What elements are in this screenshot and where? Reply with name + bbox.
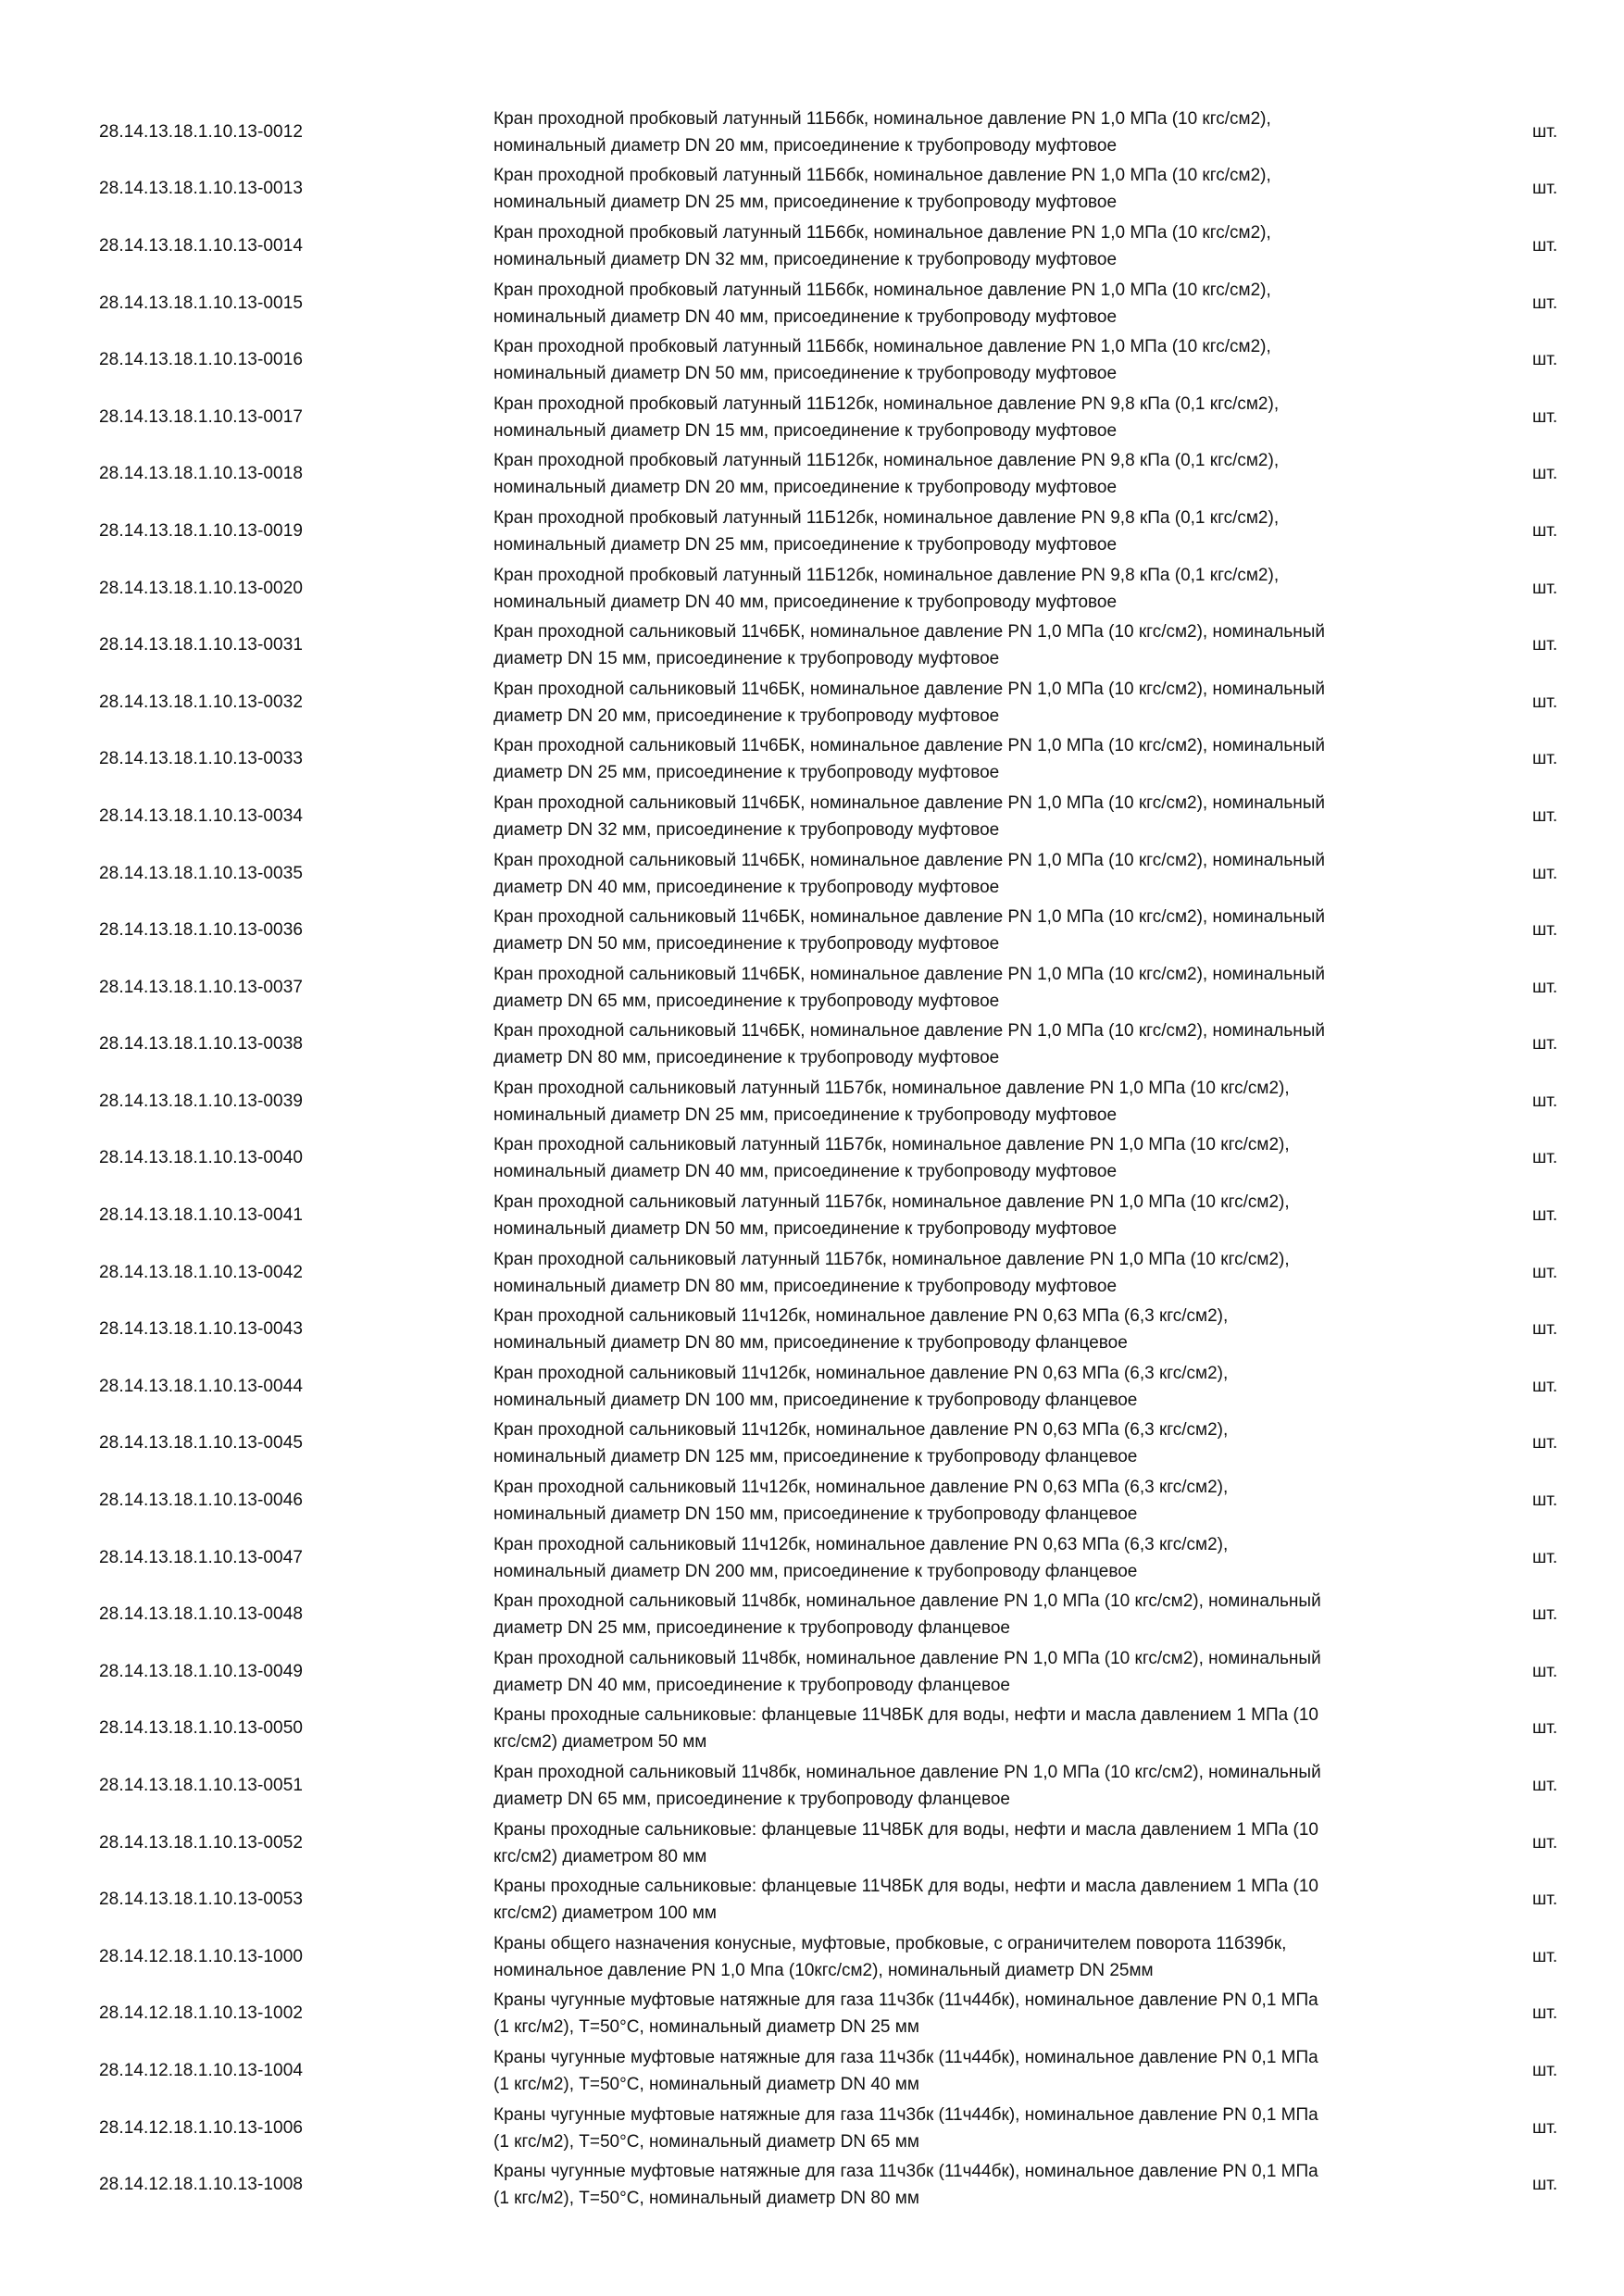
unit-of-measure: шт. [1532, 1718, 1558, 1739]
resource-description-cell [493, 1928, 1493, 1986]
resource-description-cell [493, 2042, 1493, 2100]
unit-of-measure: шт. [1532, 520, 1558, 541]
unit-of-measure: шт. [1532, 635, 1558, 655]
resource-code: 28.14.13.18.1.10.13-0034 [99, 805, 304, 826]
table-row [0, 617, 1624, 674]
table-row [0, 1416, 1624, 1473]
resource-code: 28.14.13.18.1.10.13-0048 [99, 1604, 304, 1625]
resource-code: 28.14.13.18.1.10.13-0031 [99, 635, 304, 655]
table-row [0, 1757, 1624, 1815]
table-row [0, 2042, 1624, 2100]
unit-of-measure: шт. [1532, 1433, 1558, 1454]
table-row [0, 331, 1624, 389]
resource-description-cell [493, 1301, 1493, 1358]
unit-of-measure: шт. [1532, 920, 1558, 941]
table-row [0, 902, 1624, 959]
price-list-table [0, 104, 1624, 2214]
resource-code: 28.14.13.18.1.10.13-0043 [99, 1319, 304, 1340]
unit-of-measure: шт. [1532, 863, 1558, 883]
resource-code: 28.14.13.18.1.10.13-0051 [99, 1776, 304, 1796]
table-row [0, 845, 1624, 903]
resource-code: 28.14.13.18.1.10.13-0046 [99, 1491, 304, 1511]
unit-of-measure: шт. [1532, 121, 1558, 142]
table-row [0, 275, 1624, 332]
resource-description: Кран проходной пробковый латунный 11Б6бк, номинальное давление PN 1,0 МПа (10 кгс/см2), номинальный диаметр DN 50 мм, присоединение к трубопроводу муфтовое [493, 337, 1271, 384]
resource-description: Кран проходной сальниковый 11ч12бк, номинальное давление PN 0,63 МПа (6,3 кгс/см2), номинальный диаметр DN 150 мм, присоединение к трубопроводу фланцевое [493, 1478, 1229, 1525]
table-row [0, 1701, 1624, 1758]
resource-description: Кран проходной сальниковый латунный 11Б7бк, номинальное давление PN 1,0 МПа (10 кгс/см2), номинальный диаметр DN 25 мм, присоединение к трубопроводу муфтовое [493, 1078, 1290, 1125]
resource-description-cell [493, 389, 1493, 446]
unit-of-measure: шт. [1532, 1890, 1558, 1910]
resource-description-cell [493, 1358, 1493, 1416]
resource-description-cell [493, 617, 1493, 674]
unit-of-measure: шт. [1532, 2003, 1558, 2024]
resource-description: Кран проходной сальниковый латунный 11Б7бк, номинальное давление PN 1,0 МПа (10 кгс/см2), номинальный диаметр DN 50 мм, присоединение к трубопроводу муфтовое [493, 1192, 1290, 1240]
unit-of-measure: шт. [1532, 1148, 1558, 1168]
table-row [0, 446, 1624, 504]
resource-description-cell [493, 1130, 1493, 1188]
unit-of-measure: шт. [1532, 1547, 1558, 1567]
resource-description: Кран проходной сальниковый 11ч12бк, номинальное давление PN 0,63 МПа (6,3 кгс/см2), номинальный диаметр DN 100 мм, присоединение к трубопроводу фланцевое [493, 1363, 1229, 1410]
resource-description: Кран проходной сальниковый 11ч12бк, номинальное давление PN 0,63 МПа (6,3 кгс/см2), номинальный диаметр DN 80 мм, присоединение к трубопроводу фланцевое [493, 1306, 1229, 1354]
resource-description: Краны чугунные муфтовые натяжные для газа 11ч3бк (11ч44бк), номинальное давление PN 0,1 МПа (1 кгс/м2), Т=50°С, номинальный диаметр DN 65 мм [493, 2104, 1318, 2152]
table-row [0, 1928, 1624, 1986]
resource-description-cell [493, 1757, 1493, 1815]
resource-description-cell [493, 1815, 1493, 1872]
resource-code: 28.14.13.18.1.10.13-0018 [99, 464, 304, 484]
resource-code: 28.14.13.18.1.10.13-0045 [99, 1433, 304, 1454]
resource-description: Кран проходной пробковый латунный 11Б6бк, номинальное давление PN 1,0 МПа (10 кгс/см2), номинальный диаметр DN 40 мм, присоединение к трубопроводу муфтовое [493, 280, 1271, 327]
resource-code: 28.14.13.18.1.10.13-0033 [99, 749, 304, 769]
table-row [0, 104, 1624, 161]
resource-description: Кран проходной сальниковый 11ч6БК, номинальное давление PN 1,0 МПа (10 кгс/см2), номинальный диаметр DN 15 мм, присоединение к трубопроводу муфтовое [493, 622, 1326, 669]
resource-code: 28.14.13.18.1.10.13-0049 [99, 1661, 304, 1681]
resource-description: Краны чугунные муфтовые натяжные для газа 11ч3бк (11ч44бк), номинальное давление PN 0,1 МПа (1 кгс/м2), Т=50°С, номинальный диаметр DN 40 мм [493, 2047, 1318, 2094]
table-row [0, 1130, 1624, 1188]
resource-description-cell [493, 1073, 1493, 1130]
unit-of-measure: шт. [1532, 1205, 1558, 1226]
unit-of-measure: шт. [1532, 692, 1558, 712]
unit-of-measure: шт. [1532, 1491, 1558, 1511]
resource-description-cell [493, 1701, 1493, 1758]
resource-code: 28.14.13.18.1.10.13-0013 [99, 179, 304, 199]
table-row [0, 1871, 1624, 1928]
table-row [0, 218, 1624, 275]
resource-code: 28.14.13.18.1.10.13-0044 [99, 1376, 304, 1396]
resource-code: 28.14.13.18.1.10.13-0053 [99, 1890, 304, 1910]
resource-code: 28.14.13.18.1.10.13-0038 [99, 1034, 304, 1054]
table-row [0, 503, 1624, 560]
resource-code: 28.14.13.18.1.10.13-0037 [99, 977, 304, 997]
resource-code: 28.14.13.18.1.10.13-0012 [99, 121, 304, 142]
resource-description-cell [493, 446, 1493, 504]
resource-description-cell [493, 218, 1493, 275]
resource-description-cell [493, 674, 1493, 731]
resource-code: 28.14.13.18.1.10.13-0019 [99, 520, 304, 541]
resource-code: 28.14.12.18.1.10.13-1002 [99, 2003, 304, 2024]
unit-of-measure: шт. [1532, 1776, 1558, 1796]
table-row [0, 1472, 1624, 1529]
unit-of-measure: шт. [1532, 1091, 1558, 1111]
unit-of-measure: шт. [1532, 1376, 1558, 1396]
resource-description-cell [493, 1586, 1493, 1643]
resource-description-cell [493, 2100, 1493, 2157]
resource-code: 28.14.13.18.1.10.13-0015 [99, 293, 304, 313]
resource-description: Кран проходной пробковый латунный 11Б12бк, номинальное давление PN 9,8 кПа (0,1 кгс/см2), номинальный диаметр DN 25 мм, присоединение к трубопроводу муфтовое [493, 507, 1280, 555]
table-row [0, 161, 1624, 218]
resource-description: Кран проходной пробковый латунный 11Б12бк, номинальное давление PN 9,8 кПа (0,1 кгс/см2), номинальный диаметр DN 40 мм, присоединение к трубопроводу муфтовое [493, 565, 1280, 612]
resource-code: 28.14.13.18.1.10.13-0036 [99, 920, 304, 941]
resource-code: 28.14.13.18.1.10.13-0047 [99, 1547, 304, 1567]
resource-description-cell [493, 788, 1493, 845]
table-row [0, 1986, 1624, 2043]
table-row [0, 1643, 1624, 1701]
unit-of-measure: шт. [1532, 1319, 1558, 1340]
table-row [0, 788, 1624, 845]
resource-code: 28.14.13.18.1.10.13-0014 [99, 235, 304, 256]
resource-description: Кран проходной сальниковый 11ч6БК, номинальное давление PN 1,0 МПа (10 кгс/см2), номинальный диаметр DN 80 мм, присоединение к трубопроводу муфтовое [493, 1021, 1326, 1068]
resource-description-cell [493, 1244, 1493, 1302]
table-row [0, 1017, 1624, 1074]
resource-description: Краны чугунные муфтовые натяжные для газа 11ч3бк (11ч44бк), номинальное давление PN 0,1 МПа (1 кгс/м2), Т=50°С, номинальный диаметр DN 25 мм [493, 1990, 1318, 2038]
unit-of-measure: шт. [1532, 805, 1558, 826]
table-row [0, 2156, 1624, 2214]
resource-code: 28.14.13.18.1.10.13-0017 [99, 406, 304, 427]
resource-code: 28.14.12.18.1.10.13-1006 [99, 2117, 304, 2138]
unit-of-measure: шт. [1532, 1034, 1558, 1054]
resource-description: Кран проходной пробковый латунный 11Б12бк, номинальное давление PN 9,8 кПа (0,1 кгс/см2), номинальный диаметр DN 20 мм, присоединение к трубопроводу муфтовое [493, 451, 1280, 498]
table-row [0, 2100, 1624, 2157]
resource-description-cell [493, 959, 1493, 1017]
resource-description-cell [493, 1643, 1493, 1701]
table-row [0, 1244, 1624, 1302]
unit-of-measure: шт. [1532, 293, 1558, 313]
table-row [0, 1073, 1624, 1130]
table-row [0, 389, 1624, 446]
resource-description-cell [493, 902, 1493, 959]
table-row [0, 1815, 1624, 1872]
unit-of-measure: шт. [1532, 1661, 1558, 1681]
resource-description-cell [493, 845, 1493, 903]
resource-code: 28.14.12.18.1.10.13-1004 [99, 2060, 304, 2080]
resource-code: 28.14.13.18.1.10.13-0020 [99, 578, 304, 598]
resource-description-cell [493, 104, 1493, 161]
unit-of-measure: шт. [1532, 1604, 1558, 1625]
resource-description-cell [493, 1986, 1493, 2043]
unit-of-measure: шт. [1532, 578, 1558, 598]
table-row [0, 959, 1624, 1017]
resource-description: Краны общего назначения конусные, муфтовые, пробковые, с ограничителем поворота 11б39бк, номинальное давление PN 1,0 Мпа (10кгс/см2), номинальный диаметр DN 25мм [493, 1933, 1287, 1980]
resource-description-cell [493, 1017, 1493, 1074]
resource-description: Кран проходной сальниковый 11ч8бк, номинальное давление PN 1,0 МПа (10 кгс/см2), номинальный диаметр DN 40 мм, присоединение к трубопроводу фланцевое [493, 1648, 1321, 1695]
resource-code: 28.14.12.18.1.10.13-1000 [99, 1946, 304, 1966]
resource-description: Кран проходной сальниковый 11ч8бк, номинальное давление PN 1,0 МПа (10 кгс/см2), номинальный диаметр DN 65 мм, присоединение к трубопроводу фланцевое [493, 1763, 1321, 1810]
unit-of-measure: шт. [1532, 1262, 1558, 1282]
resource-description: Кран проходной сальниковый 11ч6БК, номинальное давление PN 1,0 МПа (10 кгс/см2), номинальный диаметр DN 25 мм, присоединение к трубопроводу муфтовое [493, 736, 1326, 783]
resource-code: 28.14.13.18.1.10.13-0041 [99, 1205, 304, 1226]
resource-code: 28.14.13.18.1.10.13-0040 [99, 1148, 304, 1168]
unit-of-measure: шт. [1532, 2060, 1558, 2080]
resource-description: Кран проходной сальниковый 11ч12бк, номинальное давление PN 0,63 МПа (6,3 кгс/см2), номинальный диаметр DN 125 мм, присоединение к трубопроводу фланцевое [493, 1420, 1229, 1467]
resource-code: 28.14.13.18.1.10.13-0042 [99, 1262, 304, 1282]
resource-description: Кран проходной сальниковый 11ч8бк, номинальное давление PN 1,0 МПа (10 кгс/см2), номинальный диаметр DN 25 мм, присоединение к трубопроводу фланцевое [493, 1591, 1321, 1639]
resource-code: 28.14.13.18.1.10.13-0050 [99, 1718, 304, 1739]
resource-description: Кран проходной сальниковый 11ч6БК, номинальное давление PN 1,0 МПа (10 кгс/см2), номинальный диаметр DN 20 мм, присоединение к трубопроводу муфтовое [493, 679, 1326, 726]
resource-description: Кран проходной пробковый латунный 11Б6бк, номинальное давление PN 1,0 МПа (10 кгс/см2), номинальный диаметр DN 20 мм, присоединение к трубопроводу муфтовое [493, 108, 1271, 156]
table-row [0, 1586, 1624, 1643]
resource-code: 28.14.12.18.1.10.13-1008 [99, 2175, 304, 2195]
table-row [0, 560, 1624, 618]
resource-description: Кран проходной сальниковый 11ч6БК, номинальное давление PN 1,0 МПа (10 кгс/см2), номинальный диаметр DN 65 мм, присоединение к трубопроводу муфтовое [493, 964, 1326, 1011]
resource-description-cell [493, 1529, 1493, 1587]
unit-of-measure: шт. [1532, 977, 1558, 997]
resource-description: Краны проходные сальниковые: фланцевые 11Ч8БК для воды, нефти и масла давлением 1 МПа (10 кгс/см2) диаметром 100 мм [493, 1877, 1318, 1924]
resource-code: 28.14.13.18.1.10.13-0039 [99, 1091, 304, 1111]
unit-of-measure: шт. [1532, 406, 1558, 427]
resource-description-cell [493, 1472, 1493, 1529]
table-row [0, 1358, 1624, 1416]
table-row [0, 1529, 1624, 1587]
unit-of-measure: шт. [1532, 1946, 1558, 1966]
unit-of-measure: шт. [1532, 1832, 1558, 1853]
resource-description-cell [493, 1187, 1493, 1244]
resource-description-cell [493, 331, 1493, 389]
resource-description-cell [493, 2156, 1493, 2214]
table-row [0, 1301, 1624, 1358]
resource-code: 28.14.13.18.1.10.13-0032 [99, 692, 304, 712]
resource-description: Кран проходной сальниковый 11ч6БК, номинальное давление PN 1,0 МПа (10 кгс/см2), номинальный диаметр DN 32 мм, присоединение к трубопроводу муфтовое [493, 792, 1326, 840]
resource-description-cell [493, 161, 1493, 218]
unit-of-measure: шт. [1532, 350, 1558, 370]
unit-of-measure: шт. [1532, 2175, 1558, 2195]
resource-code: 28.14.13.18.1.10.13-0052 [99, 1832, 304, 1853]
resource-code: 28.14.13.18.1.10.13-0035 [99, 863, 304, 883]
resource-description-cell [493, 275, 1493, 332]
resource-description-cell [493, 1416, 1493, 1473]
unit-of-measure: шт. [1532, 464, 1558, 484]
resource-description: Краны проходные сальниковые: фланцевые 11Ч8БК для воды, нефти и масла давлением 1 МПа (10 кгс/см2) диаметром 50 мм [493, 1705, 1318, 1753]
resource-description-cell [493, 1871, 1493, 1928]
unit-of-measure: шт. [1532, 179, 1558, 199]
resource-description: Кран проходной сальниковый 11ч6БК, номинальное давление PN 1,0 МПа (10 кгс/см2), номинальный диаметр DN 40 мм, присоединение к трубопроводу муфтовое [493, 850, 1326, 897]
unit-of-measure: шт. [1532, 2117, 1558, 2138]
resource-description: Кран проходной пробковый латунный 11Б12бк, номинальное давление PN 9,8 кПа (0,1 кгс/см2), номинальный диаметр DN 15 мм, присоединение к трубопроводу муфтовое [493, 393, 1280, 441]
resource-description: Кран проходной пробковый латунный 11Б6бк, номинальное давление PN 1,0 МПа (10 кгс/см2), номинальный диаметр DN 25 мм, присоединение к трубопроводу муфтовое [493, 166, 1271, 213]
resource-description-cell [493, 560, 1493, 618]
resource-description: Кран проходной пробковый латунный 11Б6бк, номинальное давление PN 1,0 МПа (10 кгс/см2), номинальный диаметр DN 32 мм, присоединение к трубопроводу муфтовое [493, 222, 1271, 269]
resource-description: Кран проходной сальниковый 11ч12бк, номинальное давление PN 0,63 МПа (6,3 кгс/см2), номинальный диаметр DN 200 мм, присоединение к трубопроводу фланцевое [493, 1534, 1229, 1581]
resource-description-cell [493, 503, 1493, 560]
resource-description: Кран проходной сальниковый 11ч6БК, номинальное давление PN 1,0 МПа (10 кгс/см2), номинальный диаметр DN 50 мм, присоединение к трубопроводу муфтовое [493, 907, 1326, 955]
unit-of-measure: шт. [1532, 235, 1558, 256]
table-row [0, 1187, 1624, 1244]
resource-description: Краны проходные сальниковые: фланцевые 11Ч8БК для воды, нефти и масла давлением 1 МПа (10 кгс/см2) диаметром 80 мм [493, 1819, 1318, 1866]
resource-code: 28.14.13.18.1.10.13-0016 [99, 350, 304, 370]
table-row [0, 731, 1624, 789]
unit-of-measure: шт. [1532, 749, 1558, 769]
table-row [0, 674, 1624, 731]
resource-description: Кран проходной сальниковый латунный 11Б7бк, номинальное давление PN 1,0 МПа (10 кгс/см2), номинальный диаметр DN 80 мм, присоединение к трубопроводу муфтовое [493, 1249, 1290, 1296]
resource-description-cell [493, 731, 1493, 789]
resource-description: Краны чугунные муфтовые натяжные для газа 11ч3бк (11ч44бк), номинальное давление PN 0,1 МПа (1 кгс/м2), Т=50°С, номинальный диаметр DN 80 мм [493, 2162, 1318, 2209]
resource-description: Кран проходной сальниковый латунный 11Б7бк, номинальное давление PN 1,0 МПа (10 кгс/см2), номинальный диаметр DN 40 мм, присоединение к трубопроводу муфтовое [493, 1135, 1290, 1182]
